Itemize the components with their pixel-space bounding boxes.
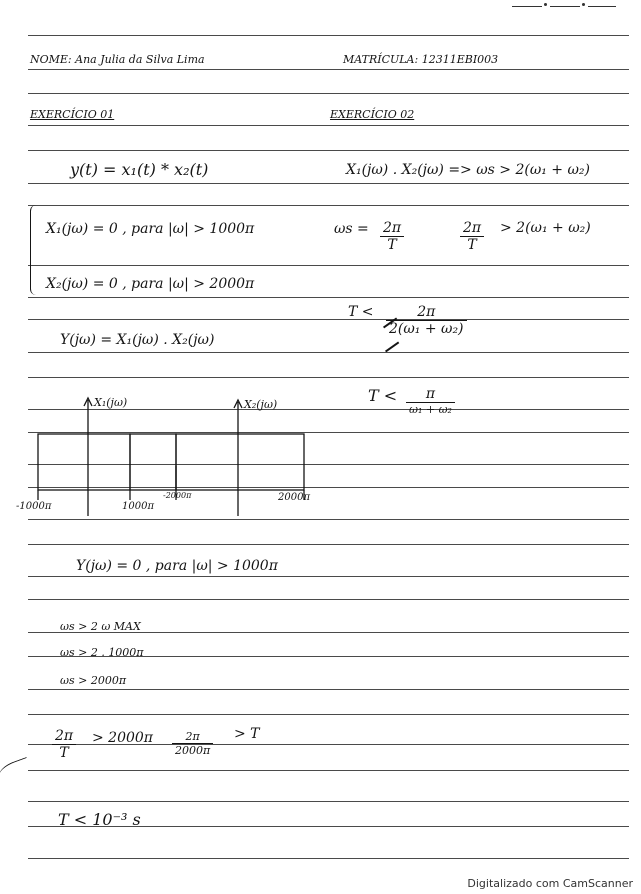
ws-fraction: $\frac{2\pi}{T}$ — [380, 220, 404, 253]
ex2-condition: X₁(jω) . X₂(jω) => ωs > 2(ω₁ + ω₂) — [346, 162, 590, 178]
T2-less-than: T < — [368, 386, 398, 405]
condition-x1: X₁(jω) = 0 , para |ω| > 1000π — [46, 221, 255, 237]
fraction-2pi-over-2000pi: $\frac{2\pi}{2000\pi}$ — [172, 730, 213, 757]
x2-spectrum-box — [176, 434, 304, 490]
condition-x2: X₂(jω) = 0 , para |ω| > 2000π — [46, 276, 255, 292]
student-name: NOME: Ana Julia da Silva Lima — [30, 53, 205, 66]
T-less-than: T < — [348, 304, 374, 320]
scanner-watermark: Digitalizado com CamScanner — [467, 877, 633, 890]
x1-spectrum-box-right — [130, 434, 176, 490]
T2-fraction: π ω₁ + ω₂ — [406, 386, 455, 416]
x1-spectrum-box — [38, 434, 130, 490]
tick-label-1000: 1000π — [122, 501, 155, 512]
tick-label-neg1000: -1000π — [16, 501, 52, 512]
exercise-2-title: EXERCÍCIO 02 — [330, 108, 415, 121]
convolution-equation: y(t) = x₁(t) * x₂(t) — [70, 160, 209, 179]
exercise-1-title: EXERCÍCIO 01 — [30, 108, 115, 121]
student-id: MATRÍCULA: 12311EBI003 — [343, 53, 499, 66]
final-answer: T < 10⁻³ s — [58, 810, 141, 829]
graph-label-x1: X₁(jω) — [94, 396, 128, 409]
inequality-2000pi: > 2000π — [92, 730, 154, 746]
inequality-T: > T — [234, 726, 260, 742]
result-equation: Y(jω) = 0 , para |ω| > 1000π — [76, 558, 278, 574]
tick-label-2000: 2000π — [278, 492, 311, 503]
graph-label-x2: X₂(jω) — [244, 398, 278, 411]
fraction-2pi-over-T: $\frac{2\pi}{T}$ — [52, 728, 76, 761]
ws-definition: ωs = — [334, 221, 369, 237]
nyquist-line-1: ωs > 2 ω MAX — [60, 620, 141, 633]
ineq-rest: > 2(ω₁ + ω₂) — [500, 220, 591, 236]
nyquist-line-2: ωs > 2 . 1000π — [60, 646, 144, 659]
tick-label-neg2000: -2000π — [163, 491, 192, 500]
product-equation: Y(jω) = X₁(jω) . X₂(jω) — [60, 332, 215, 348]
ineq-fraction: $\frac{2\pi}{T}$ — [460, 220, 484, 253]
T-fraction: $\frac{2\pi}{\text{2(ω₁ + ω₂)}}$ — [386, 304, 467, 337]
nyquist-line-3: ωs > 2000π — [60, 674, 127, 687]
